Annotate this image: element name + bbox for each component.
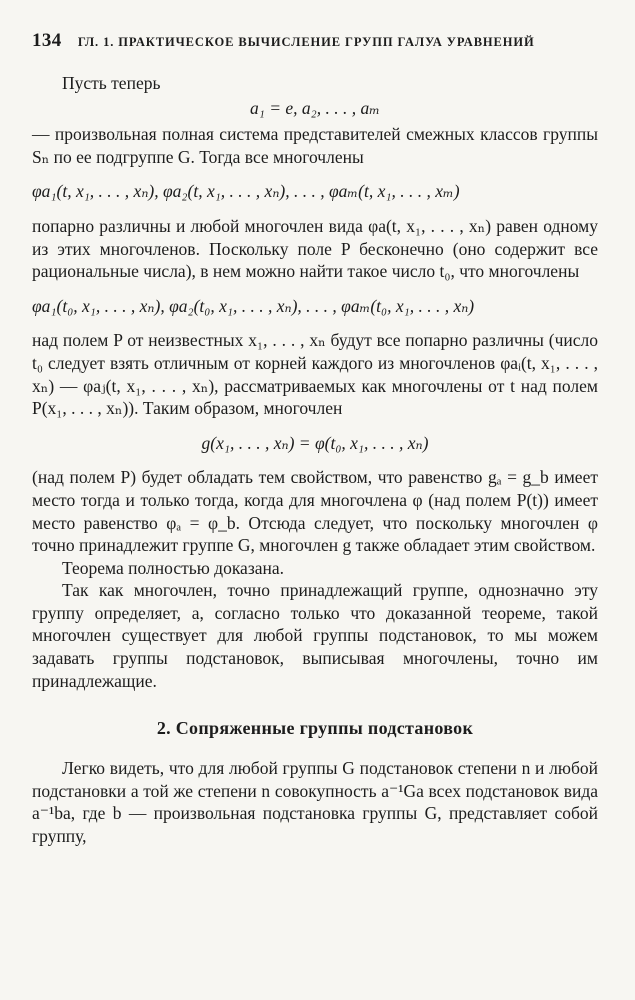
page-number: 134	[32, 30, 62, 51]
paragraph-4: (над полем P) будет обладать тем свойством, что равенство gₐ = g_b имеет место тогда и только тогда, когда для многочлена φ (над полем P(t)) имеет место равенство φₐ = φ_b. Отсюда следует, что поскольку многочлен φ точно принадлежит группе G, многочлен g также обладает этим свойством.	[32, 467, 598, 556]
page-body	[32, 72, 598, 848]
paragraph-6: Так как многочлен, точно принадлежащий группе, однозначно эту группу определяет, а, согласно только что доказанной теореме, такой многочлен существует для любой группы подстановок, то мы можем задавать группы подстановок, выписывая многочлены, точно им принадлежащие.	[32, 580, 598, 691]
formula-g-definition: g(x₁, . . . , xₙ) = φ(t₀, x₁, . . . , xₙ)	[201, 432, 429, 453]
section-title: 2. Сопряженные группы подстановок	[156, 718, 474, 739]
paragraph-3: над полем P от неизвестных x₁, . . . , xₙ будут все попарно различны (число t₀ следует взять отличным от корней каждого из многочленов φaᵢ(t, x₁, . . . , xₙ) — φaⱼ(t, x₁, . . . , xₙ), рассматриваемых как многочлены от t над полем P(x₁, . . . , xₙ)). Таким образом, многочлен	[32, 330, 598, 419]
intro-text: Пусть теперь	[62, 73, 161, 93]
formula-polynomials-t0: φa₁(t₀, x₁, . . . , xₙ), φa₂(t₀, x₁, . . . , xₙ), . . . , φaₘ(t₀, x₁, . . . , xₙ)	[32, 295, 475, 316]
paragraph-1: — произвольная полная система представителей смежных классов группы Sₙ по ее подгруппе G. Тогда все многочлены	[32, 124, 598, 167]
paragraph-2: попарно различны и любой многочлен вида φa(t, x₁, . . . , xₙ) равен одному из этих многочленов. Поскольку поле P бесконечно (оно содержит все рациональные числа), в нем можно найти такое число t₀, что многочлены	[32, 215, 598, 282]
paragraph-5: Теорема полностью доказана.	[62, 557, 285, 578]
running-title: ГЛ. 1. ПРАКТИЧЕСКОЕ ВЫЧИСЛЕНИЕ ГРУПП ГАЛУА УРАВНЕНИЙ	[77, 35, 535, 49]
formula-representatives: a₁ = e, a₂, . . . , aₘ	[250, 97, 380, 118]
page-header	[32, 30, 602, 52]
paragraph-7: Легко видеть, что для любой группы G подстановок степени n и любой подстановки a той же степени n совокупность a⁻¹Ga всех подстановок вида a⁻¹ba, где b — произвольная подстановка группы G, представляет собой группу,	[32, 758, 598, 847]
formula-polynomials-t: φa₁(t, x₁, . . . , xₙ), φa₂(t, x₁, . . . , xₙ), . . . , φaₘ(t, x₁, . . . , xₘ)	[32, 181, 460, 202]
